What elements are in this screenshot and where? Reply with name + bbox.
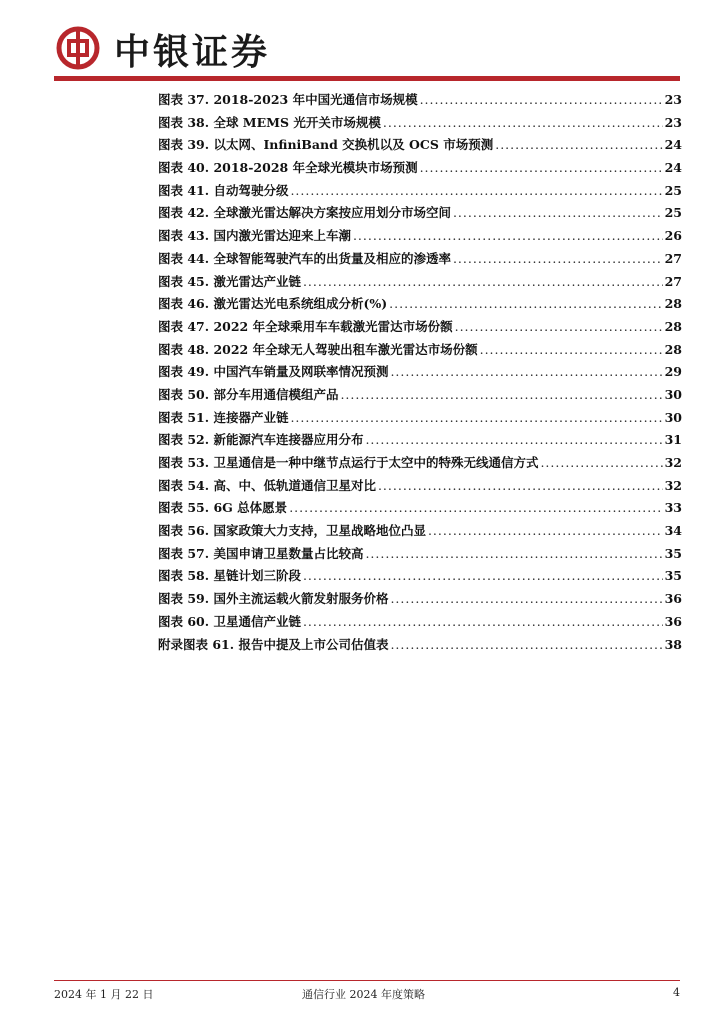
toc-dot-leader xyxy=(390,364,662,379)
toc-dot-leader xyxy=(289,500,662,515)
toc-entry-page: 29 xyxy=(664,364,682,380)
toc-entry-page: 25 xyxy=(664,182,682,198)
toc-dot-leader xyxy=(540,455,662,470)
page-footer xyxy=(54,986,680,1002)
toc-dot-leader xyxy=(290,410,662,425)
toc-entry-page: 28 xyxy=(664,296,682,312)
toc-entry[interactable] xyxy=(158,181,682,204)
toc-entry-page: 35 xyxy=(664,568,682,584)
toc-entry[interactable] xyxy=(158,362,682,385)
toc-dot-leader xyxy=(390,591,662,606)
toc-entry[interactable] xyxy=(158,566,682,589)
toc-dot-leader xyxy=(389,296,662,311)
toc-dot-leader xyxy=(303,274,663,289)
toc-entry[interactable] xyxy=(158,476,682,499)
toc-entry[interactable] xyxy=(158,90,682,113)
toc-entry-page: 28 xyxy=(664,341,682,357)
toc-entry-label: 图表 53. 卫星通信是一种中继节点运行于太空中的特殊无线通信方式 xyxy=(158,455,539,470)
footer-report-title: 通信行业 2024 年度策略 xyxy=(302,988,425,1001)
toc-entry[interactable] xyxy=(158,317,682,340)
toc-entry-label: 图表 39. 以太网、InfiniBand 交换机以及 OCS 市场预测 xyxy=(158,137,494,153)
toc-entry[interactable] xyxy=(158,340,682,363)
toc-dot-leader xyxy=(420,92,663,107)
toc-dot-leader xyxy=(365,432,662,447)
toc-entry-label: 图表 37. 2018-2023 年中国光通信市场规模 xyxy=(158,92,418,107)
toc-entry-label: 图表 57. 美国申请卫星数量占比较高 xyxy=(158,545,364,561)
brand-name: 中银证券 xyxy=(114,31,271,73)
toc-entry-page: 28 xyxy=(664,318,682,334)
table-of-figures xyxy=(158,90,682,657)
toc-entry-page: 36 xyxy=(664,613,682,629)
toc-dot-leader xyxy=(365,546,662,561)
toc-entry-page: 25 xyxy=(664,205,682,221)
toc-entry[interactable] xyxy=(158,453,682,476)
toc-dot-leader xyxy=(383,115,663,130)
toc-entry[interactable] xyxy=(158,589,682,612)
toc-entry[interactable] xyxy=(158,498,682,521)
toc-entry-label: 图表 41. 自动驾驶分级 xyxy=(158,182,289,198)
toc-entry-page: 31 xyxy=(664,432,682,448)
toc-entry-label: 图表 56. 国家政策大力支持，卫星战略地位凸显 xyxy=(158,523,426,539)
toc-entry-page: 24 xyxy=(664,137,682,153)
toc-entry[interactable] xyxy=(158,612,682,635)
toc-entry[interactable] xyxy=(158,203,682,226)
toc-entry[interactable] xyxy=(158,158,682,181)
toc-entry[interactable] xyxy=(158,249,682,272)
toc-entry-page: 34 xyxy=(664,523,682,539)
toc-entry-label: 图表 60. 卫星通信产业链 xyxy=(158,613,301,629)
toc-entry-page: 30 xyxy=(664,409,682,425)
toc-entry-label: 图表 45. 激光雷达产业链 xyxy=(158,273,301,289)
toc-dot-leader xyxy=(353,228,663,243)
toc-entry-label: 图表 40. 2018-2028 年全球光模块市场预测 xyxy=(158,160,418,176)
toc-entry-page: 27 xyxy=(664,273,682,289)
toc-entry[interactable] xyxy=(158,635,682,658)
toc-entry-label: 图表 54. 高、中、低轨道通信卫星对比 xyxy=(158,477,376,493)
toc-entry[interactable] xyxy=(158,521,682,544)
toc-entry-page: 38 xyxy=(664,636,682,652)
toc-dot-leader xyxy=(453,251,663,266)
toc-entry-label: 图表 44. 全球智能驾驶汽车的出货量及相应的渗透率 xyxy=(158,250,451,266)
toc-dot-leader xyxy=(340,387,662,402)
toc-entry[interactable] xyxy=(158,272,682,295)
toc-entry-page: 35 xyxy=(664,545,682,561)
toc-entry[interactable] xyxy=(158,544,682,567)
toc-entry-page: 24 xyxy=(664,160,682,176)
toc-entry[interactable] xyxy=(158,430,682,453)
toc-dot-leader xyxy=(303,568,663,583)
toc-entry-label: 图表 38. 全球 MEMS 光开关市场规模 xyxy=(158,114,381,130)
toc-entry-label: 图表 42. 全球激光雷达解决方案按应用划分市场空间 xyxy=(158,205,451,221)
bank-of-china-logo-icon xyxy=(56,26,100,70)
toc-entry-page: 23 xyxy=(664,114,682,130)
toc-entry[interactable] xyxy=(158,113,682,136)
toc-entry-page: 32 xyxy=(664,477,682,493)
toc-entry-label: 图表 51. 连接器产业链 xyxy=(158,409,289,425)
toc-entry[interactable] xyxy=(158,408,682,431)
toc-entry-page: 30 xyxy=(664,386,682,402)
toc-entry-page: 26 xyxy=(664,228,682,244)
toc-entry-label: 图表 50. 部分车用通信模组产品 xyxy=(158,386,339,402)
toc-dot-leader xyxy=(290,183,662,198)
footer-date: 2024 年 1 月 22 日 xyxy=(54,988,154,1001)
toc-entry-page: 23 xyxy=(664,92,682,107)
toc-dot-leader xyxy=(495,137,662,152)
toc-entry-label: 图表 49. 中国汽车销量及网联率情况预测 xyxy=(158,364,389,380)
toc-dot-leader xyxy=(390,637,662,652)
toc-entry-label: 图表 43. 国内激光雷达迎来上车潮 xyxy=(158,228,351,244)
toc-dot-leader xyxy=(378,478,663,493)
toc-entry[interactable] xyxy=(158,385,682,408)
page-header xyxy=(0,0,724,86)
toc-dot-leader xyxy=(480,342,663,357)
toc-entry[interactable] xyxy=(158,294,682,317)
toc-dot-leader xyxy=(453,205,663,220)
toc-entry-label: 附录图表 61. 报告中提及上市公司估值表 xyxy=(158,636,389,652)
toc-entry-page: 27 xyxy=(664,250,682,266)
toc-dot-leader xyxy=(303,614,663,629)
toc-entry-label: 图表 58. 星链计划三阶段 xyxy=(158,568,301,584)
toc-entry-label: 图表 48. 2022 年全球无人驾驶出租车激光雷达市场份额 xyxy=(158,341,478,357)
toc-entry-page: 33 xyxy=(664,500,682,516)
header-divider xyxy=(54,76,680,81)
toc-entry-label: 图表 59. 国外主流运载火箭发射服务价格 xyxy=(158,591,389,607)
toc-entry-label: 图表 55. 6G 总体愿景 xyxy=(158,500,288,516)
toc-dot-leader xyxy=(420,160,663,175)
footer-divider xyxy=(54,980,680,981)
footer-page-number: 4 xyxy=(673,986,680,999)
toc-entry-label: 图表 52. 新能源汽车连接器应用分布 xyxy=(158,432,364,448)
toc-dot-leader xyxy=(455,319,663,334)
toc-entry-label: 图表 47. 2022 年全球乘用车车载激光雷达市场份额 xyxy=(158,318,453,334)
toc-entry[interactable] xyxy=(158,226,682,249)
toc-entry-page: 36 xyxy=(664,591,682,607)
toc-dot-leader xyxy=(428,523,663,538)
toc-entry-page: 32 xyxy=(664,455,682,470)
toc-entry[interactable] xyxy=(158,135,682,158)
toc-entry-label: 图表 46. 激光雷达光电系统组成分析(%) xyxy=(158,296,388,312)
